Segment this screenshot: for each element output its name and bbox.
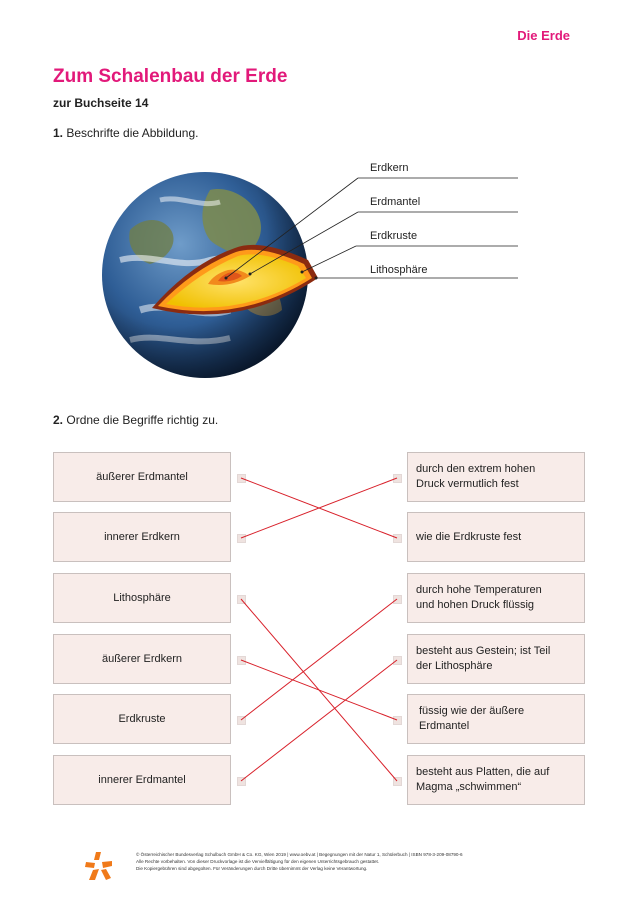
task-2-text: Ordne die Begriffe richtig zu.	[66, 413, 219, 427]
right-term-line: Erdmantel	[419, 720, 470, 732]
figure-label-lithosphaere: Lithosphäre	[370, 264, 428, 276]
left-term-box[interactable]: äußerer Erdkern	[53, 634, 231, 684]
publisher-logo	[84, 850, 114, 882]
figure-label-erdmantel: Erdmantel	[370, 196, 421, 208]
right-term-line: wie die Erdkruste fest	[416, 530, 522, 543]
task-2-number: 2.	[53, 413, 64, 427]
right-term-line: füssig wie der äußere	[419, 705, 525, 717]
chapter-tag: Die Erde	[517, 28, 570, 43]
page-subtitle: zur Buchseite 14	[53, 96, 149, 110]
right-term-line: besteht aus Platten, die auf	[416, 766, 550, 778]
right-term-line: Magma „schwimmen“	[416, 781, 522, 793]
task-1-text: Beschrifte die Abbildung.	[66, 126, 199, 140]
task-1-number: 1.	[53, 126, 64, 140]
match-line	[241, 599, 397, 720]
right-term-line: besteht aus Gestein; ist Teil	[416, 645, 551, 657]
right-term-line: durch hohe Temperaturen	[416, 584, 542, 596]
left-term-box[interactable]: Erdkruste	[53, 694, 231, 744]
footer-line: Alle Rechte vorbehalten. Von dieser Druckvorlage ist die Vervielfältigung für den eigenen Unterrichtsgebrauch gestattet.	[136, 859, 380, 864]
left-term-box[interactable]: innerer Erdkern	[53, 512, 231, 562]
right-term-line: und hohen Druck flüssig	[416, 599, 535, 611]
figure-label-erdkern: Erdkern	[370, 162, 409, 174]
footer-line: Die Kopiergebühren sind abgegolten. Für Veränderungen durch Dritte übernimmt der Verlag keine Verantwortung.	[136, 866, 368, 871]
right-term-line: durch den extrem hohen	[416, 463, 536, 475]
left-term-box[interactable]: äußerer Erdmantel	[53, 452, 231, 502]
left-term-box[interactable]: innerer Erdmantel	[53, 755, 231, 805]
match-line	[241, 660, 397, 720]
match-line	[241, 660, 397, 781]
footer-copyright	[136, 851, 556, 872]
figure-label-erdkruste: Erdkruste	[370, 230, 418, 242]
right-term-line: der Lithosphäre	[416, 660, 493, 672]
left-term-box[interactable]: Lithosphäre	[53, 573, 231, 623]
page-title: Zum Schalenbau der Erde	[53, 66, 288, 87]
footer-line: © Österreichischer Bundesverlag Schulbuch GmbH & Co. KG, Wien 2019 | www.oebv.at | Begegnungen mit der Natur 1, Schülerbuch | ISBN 978-3-209-08790-6	[136, 852, 463, 857]
right-term-line: Druck vermutlich fest	[416, 478, 519, 490]
